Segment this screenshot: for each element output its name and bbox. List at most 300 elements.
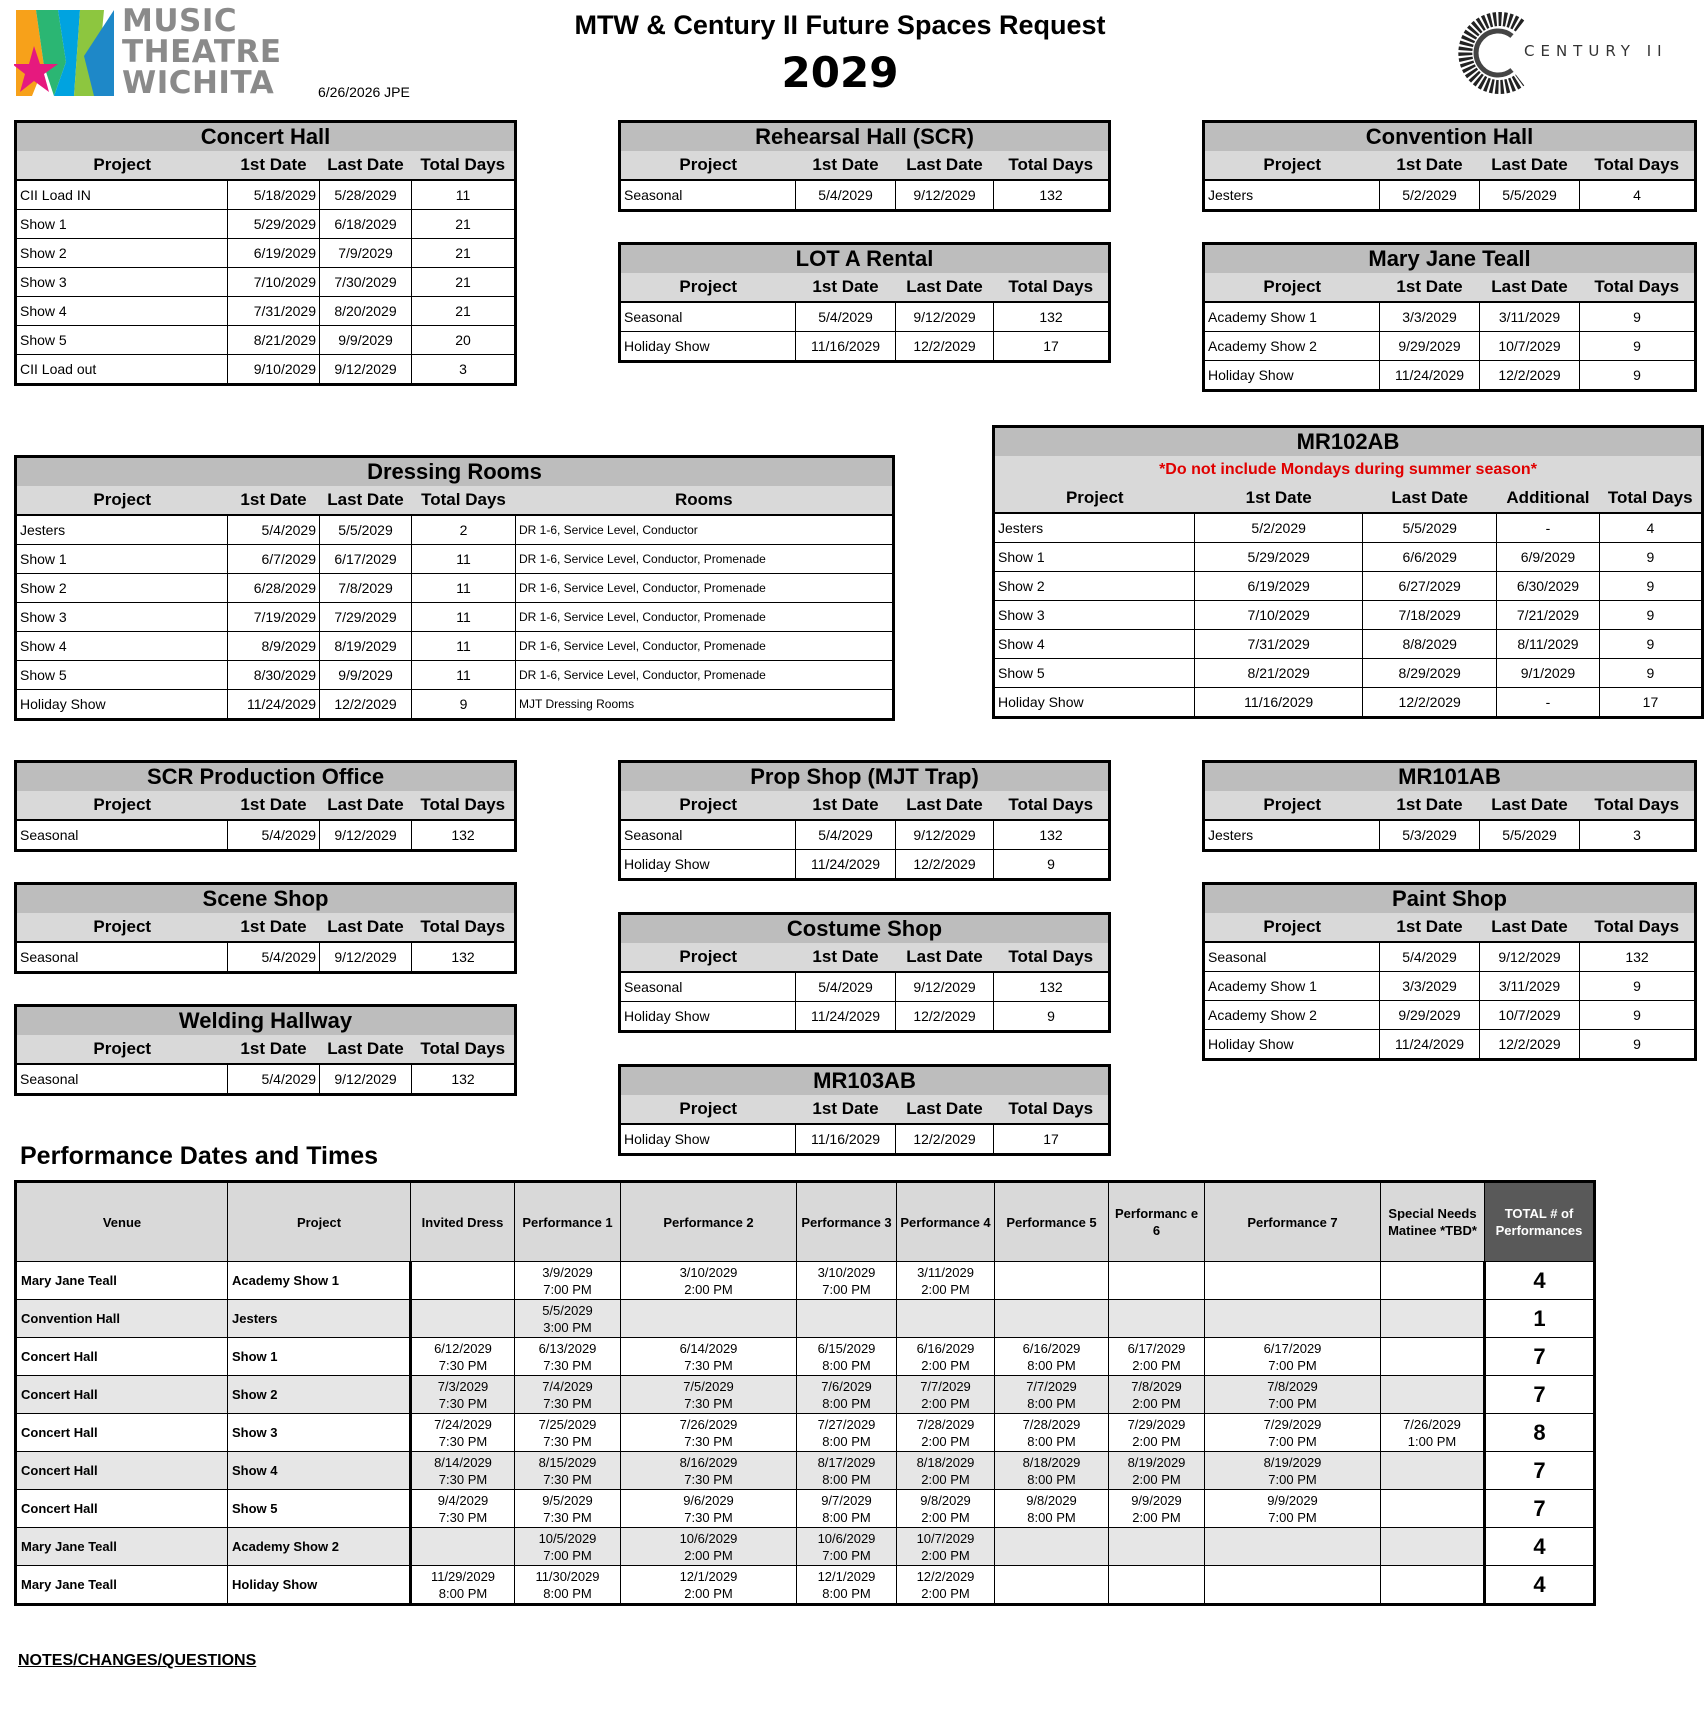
performance-column-header: Invited Dress	[411, 1182, 515, 1262]
performance-date-cell	[1381, 1452, 1485, 1490]
table-cell: 21	[412, 297, 516, 326]
table-title: MR103AB	[620, 1066, 1110, 1096]
performance-column-header: Performance 1	[515, 1182, 621, 1262]
table-title: MR102AB	[994, 427, 1703, 457]
column-header: Total Days	[994, 151, 1110, 180]
column-header: Total Days	[994, 1095, 1110, 1124]
table-cell: 5/4/2029	[796, 972, 896, 1002]
total-performances-cell: 4	[1485, 1566, 1595, 1605]
venue-cell: Mary Jane Teall	[16, 1262, 228, 1300]
total-performances-cell: 8	[1485, 1414, 1595, 1452]
table-cell: 21	[412, 210, 516, 239]
table-cell: Show 3	[994, 601, 1195, 630]
table-cell: 7/31/2029	[1195, 630, 1363, 659]
table-cell: 132	[994, 180, 1110, 211]
column-header: Last Date	[896, 1095, 994, 1124]
table-cell: DR 1-6, Service Level, Conductor, Promenade	[516, 661, 894, 690]
performance-date-cell	[1205, 1262, 1381, 1300]
column-header: Rooms	[516, 486, 894, 515]
table-cell: 11	[412, 603, 516, 632]
performance-date-cell	[411, 1528, 515, 1566]
table-cell: Academy Show 1	[1204, 972, 1380, 1001]
table-row	[620, 1124, 1110, 1155]
table-cell: 9/12/2029	[896, 180, 994, 211]
column-header: Total Days	[412, 486, 516, 515]
table-title: SCR Production Office	[16, 762, 516, 792]
performance-heading: Performance Dates and Times	[20, 1142, 379, 1170]
venue-cell: Concert Hall	[16, 1376, 228, 1414]
table-cell: 9	[1599, 630, 1702, 659]
table-cell: Show 1	[16, 210, 228, 239]
century-ii-c-icon	[1458, 10, 1528, 96]
table-cell: 9/9/2029	[320, 661, 412, 690]
table-cell: 21	[412, 268, 516, 297]
century-ii-logo-text: CENTURY II	[1524, 42, 1668, 60]
column-header: Project	[16, 791, 228, 820]
table-title: Rehearsal Hall (SCR)	[620, 122, 1110, 152]
table-cell: Show 2	[994, 572, 1195, 601]
column-header: Last Date	[320, 486, 412, 515]
table-row	[1204, 180, 1696, 211]
table-cell: Jesters	[994, 513, 1195, 543]
table-cell: 9	[1580, 972, 1696, 1001]
table-cell: 12/2/2029	[896, 850, 994, 880]
table-cell: 11	[412, 545, 516, 574]
table-cell: 17	[994, 1124, 1110, 1155]
column-header: Last Date	[896, 151, 994, 180]
column-header: Project	[16, 1035, 228, 1064]
column-header: Project	[620, 791, 796, 820]
table-cell: Show 3	[16, 603, 228, 632]
table-cell: 5/5/2029	[1480, 180, 1580, 211]
table-row	[16, 574, 894, 603]
table-row	[16, 820, 516, 851]
performance-row	[16, 1452, 1595, 1490]
table-cell: 8/8/2029	[1363, 630, 1497, 659]
table-title: Prop Shop (MJT Trap)	[620, 762, 1110, 792]
table-cell: 7/29/2029	[320, 603, 412, 632]
total-performances-cell: 7	[1485, 1452, 1595, 1490]
table-row	[994, 659, 1703, 688]
table-cell: 12/2/2029	[1480, 361, 1580, 391]
performance-date-cell	[995, 1566, 1109, 1605]
performance-date-cell: 10/7/2029 2:00 PM	[897, 1528, 995, 1566]
performance-row	[16, 1414, 1595, 1452]
table-cell: 5/4/2029	[228, 820, 320, 851]
table-row	[16, 1064, 516, 1095]
column-header: Last Date	[896, 791, 994, 820]
performance-date-cell: 7/7/2029 8:00 PM	[995, 1376, 1109, 1414]
table-cell: Show 5	[16, 326, 228, 355]
page-title: MTW & Century II Future Spaces Request	[574, 10, 1106, 40]
table-row	[16, 942, 516, 973]
table-cell: 8/21/2029	[1195, 659, 1363, 688]
table-cell: 3/11/2029	[1480, 972, 1580, 1001]
table-cell: 11	[412, 632, 516, 661]
column-header: Total Days	[412, 1035, 516, 1064]
table-cell: 8/19/2029	[320, 632, 412, 661]
table-cell: 12/2/2029	[1363, 688, 1497, 718]
total-performances-cell: 1	[1485, 1300, 1595, 1338]
performance-date-cell: 8/19/2029 7:00 PM	[1205, 1452, 1381, 1490]
table-cell: DR 1-6, Service Level, Conductor, Promenade	[516, 574, 894, 603]
performance-column-header: Performance 7	[1205, 1182, 1381, 1262]
table-cell: Academy Show 2	[1204, 332, 1380, 361]
table-cell: 9	[412, 690, 516, 720]
table-cell: 5/5/2029	[1363, 513, 1497, 543]
column-header: Total Days	[412, 791, 516, 820]
performance-date-cell	[1109, 1262, 1205, 1300]
performance-table	[14, 1180, 1596, 1606]
table-cell: 9	[1599, 543, 1702, 572]
table-cell: 6/17/2029	[320, 545, 412, 574]
column-header: Project	[994, 484, 1195, 513]
column-header: Project	[1204, 151, 1380, 180]
table-cell: Jesters	[1204, 820, 1380, 851]
mr101ab-table	[1202, 760, 1697, 852]
performance-date-cell: 7/7/2029 2:00 PM	[897, 1376, 995, 1414]
table-row	[1204, 942, 1696, 972]
table-cell: 12/2/2029	[896, 332, 994, 362]
table-cell: 11/16/2029	[1195, 688, 1363, 718]
venue-cell: Concert Hall	[16, 1490, 228, 1528]
table-cell: 10/7/2029	[1480, 1001, 1580, 1030]
performance-row	[16, 1566, 1595, 1605]
performance-date-cell	[1205, 1300, 1381, 1338]
table-cell: 3/3/2029	[1380, 972, 1480, 1001]
performance-date-cell	[995, 1262, 1109, 1300]
scr-production-office-table	[14, 760, 517, 852]
table-cell: 9	[1580, 332, 1696, 361]
performance-date-cell	[1109, 1528, 1205, 1566]
table-cell: 9/12/2029	[320, 820, 412, 851]
performance-date-cell: 6/14/2029 7:30 PM	[621, 1338, 797, 1376]
performance-date-cell: 9/9/2029 7:00 PM	[1205, 1490, 1381, 1528]
table-cell: Holiday Show	[620, 1002, 796, 1032]
performance-date-cell	[1381, 1262, 1485, 1300]
column-header: Project	[620, 1095, 796, 1124]
performance-date-cell: 3/11/2029 2:00 PM	[897, 1262, 995, 1300]
column-header: Project	[620, 273, 796, 302]
column-header: Project	[16, 913, 228, 942]
table-cell: 2	[412, 515, 516, 545]
table-cell: Holiday Show	[620, 1124, 796, 1155]
table-cell: 132	[994, 302, 1110, 332]
table-cell: 9/12/2029	[1480, 942, 1580, 972]
performance-date-cell: 7/26/2029 1:00 PM	[1381, 1414, 1485, 1452]
table-cell: 11/24/2029	[796, 850, 896, 880]
column-header: Last Date	[1480, 151, 1580, 180]
performance-date-cell: 7/29/2029 7:00 PM	[1205, 1414, 1381, 1452]
column-header: Last Date	[320, 913, 412, 942]
table-title: Scene Shop	[16, 884, 516, 914]
table-cell: 132	[412, 942, 516, 973]
column-header: 1st Date	[796, 943, 896, 972]
page-year: 2029	[781, 48, 899, 97]
column-header: Last Date	[1363, 484, 1497, 513]
table-cell: 5/4/2029	[228, 942, 320, 973]
performance-date-cell	[1381, 1528, 1485, 1566]
performance-date-cell: 10/6/2029 7:00 PM	[797, 1528, 897, 1566]
performance-date-cell: 7/4/2029 7:30 PM	[515, 1376, 621, 1414]
project-cell: Show 4	[228, 1452, 411, 1490]
performance-date-cell: 7/29/2029 2:00 PM	[1109, 1414, 1205, 1452]
table-cell: 7/8/2029	[320, 574, 412, 603]
table-cell: 5/5/2029	[320, 515, 412, 545]
performance-date-cell	[897, 1300, 995, 1338]
column-header: 1st Date	[228, 1035, 320, 1064]
table-row	[620, 332, 1110, 362]
table-cell: Holiday Show	[16, 690, 228, 720]
table-cell: 6/7/2029	[228, 545, 320, 574]
table-cell: 7/21/2029	[1497, 601, 1600, 630]
table-cell: 12/2/2029	[320, 690, 412, 720]
table-cell: 20	[412, 326, 516, 355]
mtw-logo-mark-icon	[14, 6, 119, 102]
performance-date-cell	[1381, 1376, 1485, 1414]
performance-header-row	[16, 1182, 1595, 1262]
table-cell: Jesters	[1204, 180, 1380, 211]
performance-date-cell: 7/24/2029 7:30 PM	[411, 1414, 515, 1452]
table-title: Costume Shop	[620, 914, 1110, 944]
column-header: Last Date	[1480, 913, 1580, 942]
column-header: Last Date	[320, 151, 412, 180]
table-cell: Seasonal	[1204, 942, 1380, 972]
performance-date-cell	[1381, 1490, 1485, 1528]
performance-date-cell: 6/13/2029 7:30 PM	[515, 1338, 621, 1376]
performance-date-cell: 9/5/2029 7:30 PM	[515, 1490, 621, 1528]
performance-date-cell: 7/26/2029 7:30 PM	[621, 1414, 797, 1452]
performance-date-cell: 11/30/2029 8:00 PM	[515, 1566, 621, 1605]
mr103ab-table	[618, 1064, 1111, 1156]
table-cell: 11/24/2029	[1380, 1030, 1480, 1060]
table-cell: 9	[1580, 1030, 1696, 1060]
table-title: MR101AB	[1204, 762, 1696, 792]
column-header: Project	[1204, 791, 1380, 820]
table-cell: 21	[412, 239, 516, 268]
column-header: Total Days	[1599, 484, 1702, 513]
performance-date-cell: 10/6/2029 2:00 PM	[621, 1528, 797, 1566]
table-cell: 5/4/2029	[796, 820, 896, 850]
table-cell: 9/29/2029	[1380, 332, 1480, 361]
table-cell: 9/12/2029	[320, 942, 412, 973]
table-row	[16, 632, 894, 661]
table-row	[1204, 332, 1696, 361]
table-row	[16, 297, 516, 326]
table-cell: 7/19/2029	[228, 603, 320, 632]
table-cell: 9/12/2029	[320, 1064, 412, 1095]
mtw-logo-text: MUSIC THEATRE WICHITA	[122, 3, 282, 101]
performance-date-cell: 8/18/2029 2:00 PM	[897, 1452, 995, 1490]
dressing-rooms-table	[14, 455, 895, 721]
performance-date-cell: 9/4/2029 7:30 PM	[411, 1490, 515, 1528]
venue-cell: Mary Jane Teall	[16, 1528, 228, 1566]
table-cell: 6/19/2029	[1195, 572, 1363, 601]
table-cell: 17	[1599, 688, 1702, 718]
table-cell: Holiday Show	[620, 332, 796, 362]
table-cell: Holiday Show	[1204, 1030, 1380, 1060]
table-cell: 12/2/2029	[1480, 1030, 1580, 1060]
column-header: Last Date	[896, 273, 994, 302]
table-cell: Show 4	[16, 632, 228, 661]
table-cell: 6/30/2029	[1497, 572, 1600, 601]
lot-a-table	[618, 242, 1111, 363]
table-cell: DR 1-6, Service Level, Conductor, Promenade	[516, 632, 894, 661]
table-cell: 3/11/2029	[1480, 302, 1580, 332]
table-row	[620, 972, 1110, 1002]
table-cell: 7/9/2029	[320, 239, 412, 268]
column-header: 1st Date	[796, 791, 896, 820]
performance-date-cell: 12/1/2029 8:00 PM	[797, 1566, 897, 1605]
table-cell: CII Load out	[16, 355, 228, 385]
date-stamp: 6/26/2026 JPE	[318, 84, 410, 100]
performance-column-header: Performance 4	[897, 1182, 995, 1262]
table-cell: 8/21/2029	[228, 326, 320, 355]
table-row	[16, 210, 516, 239]
table-cell: 12/2/2029	[896, 1124, 994, 1155]
table-cell: Seasonal	[620, 180, 796, 211]
table-cell: 11/24/2029	[228, 690, 320, 720]
performance-date-cell: 8/14/2029 7:30 PM	[411, 1452, 515, 1490]
column-header: Project	[620, 151, 796, 180]
project-cell: Academy Show 2	[228, 1528, 411, 1566]
column-header: 1st Date	[228, 151, 320, 180]
table-row	[620, 850, 1110, 880]
music-theatre-wichita-logo	[14, 3, 294, 102]
performance-date-cell: 6/16/2029 2:00 PM	[897, 1338, 995, 1376]
table-cell: 8/20/2029	[320, 297, 412, 326]
performance-column-header: Performance 3	[797, 1182, 897, 1262]
table-cell: 10/7/2029	[1480, 332, 1580, 361]
table-cell: Show 2	[16, 574, 228, 603]
table-row	[16, 603, 894, 632]
table-cell: 9/12/2029	[896, 820, 994, 850]
performance-date-cell: 9/7/2029 8:00 PM	[797, 1490, 897, 1528]
table-row	[620, 180, 1110, 211]
table-cell: 5/4/2029	[228, 515, 320, 545]
column-header: Project	[620, 943, 796, 972]
column-header: Total Days	[412, 151, 516, 180]
table-row	[16, 355, 516, 385]
table-cell: 8/9/2029	[228, 632, 320, 661]
table-row	[994, 513, 1703, 543]
performance-date-cell	[1109, 1566, 1205, 1605]
table-cell: 7/31/2029	[228, 297, 320, 326]
table-row	[1204, 972, 1696, 1001]
total-performances-cell: 7	[1485, 1338, 1595, 1376]
column-header: Last Date	[1480, 273, 1580, 302]
column-header: 1st Date	[228, 486, 320, 515]
performance-column-header: Project	[228, 1182, 411, 1262]
table-cell: Show 5	[994, 659, 1195, 688]
column-header: Last Date	[1480, 791, 1580, 820]
performance-date-cell: 8/17/2029 8:00 PM	[797, 1452, 897, 1490]
performance-date-cell	[411, 1300, 515, 1338]
column-header: Additional	[1497, 484, 1600, 513]
table-cell: 6/27/2029	[1363, 572, 1497, 601]
performance-column-header: Special Needs Matinee *TBD*	[1381, 1182, 1485, 1262]
convention-hall-table	[1202, 120, 1697, 212]
table-cell: 11/24/2029	[796, 1002, 896, 1032]
performance-date-cell: 8/15/2029 7:30 PM	[515, 1452, 621, 1490]
table-cell: 3	[1580, 820, 1696, 851]
table-cell: 5/28/2029	[320, 180, 412, 210]
venue-cell: Convention Hall	[16, 1300, 228, 1338]
table-cell: 5/4/2029	[1380, 942, 1480, 972]
table-cell: 5/4/2029	[228, 1064, 320, 1095]
table-row	[994, 601, 1703, 630]
table-cell: 5/4/2029	[796, 302, 896, 332]
performance-date-cell: 12/1/2029 2:00 PM	[621, 1566, 797, 1605]
table-note: *Do not include Mondays during summer season*	[994, 456, 1703, 484]
paint-shop-table	[1202, 882, 1697, 1061]
project-cell: Show 1	[228, 1338, 411, 1376]
column-header: Total Days	[994, 943, 1110, 972]
performance-date-cell	[797, 1300, 897, 1338]
table-cell: Holiday Show	[620, 850, 796, 880]
column-header: Project	[1204, 913, 1380, 942]
table-cell: 9/1/2029	[1497, 659, 1600, 688]
table-cell: 11/16/2029	[796, 1124, 896, 1155]
table-cell: DR 1-6, Service Level, Conductor, Promenade	[516, 545, 894, 574]
table-row	[620, 1002, 1110, 1032]
table-row	[16, 690, 894, 720]
venue-cell: Mary Jane Teall	[16, 1566, 228, 1605]
total-performances-cell: 4	[1485, 1262, 1595, 1300]
table-cell: 132	[994, 972, 1110, 1002]
table-cell: 5/5/2029	[1480, 820, 1580, 851]
table-cell: DR 1-6, Service Level, Conductor	[516, 515, 894, 545]
table-title: Paint Shop	[1204, 884, 1696, 914]
venue-cell: Concert Hall	[16, 1452, 228, 1490]
century-ii-logo	[1458, 10, 1698, 96]
table-cell: Holiday Show	[1204, 361, 1380, 391]
table-cell: 9	[1599, 572, 1702, 601]
table-cell: 9	[1580, 361, 1696, 391]
performance-date-cell: 9/9/2029 2:00 PM	[1109, 1490, 1205, 1528]
project-cell: Holiday Show	[228, 1566, 411, 1605]
table-cell: 5/29/2029	[1195, 543, 1363, 572]
column-header: 1st Date	[796, 151, 896, 180]
table-row	[16, 180, 516, 210]
performance-column-header: Venue	[16, 1182, 228, 1262]
column-header: 1st Date	[1380, 913, 1480, 942]
performance-row	[16, 1528, 1595, 1566]
table-cell: 9	[1580, 302, 1696, 332]
table-row	[1204, 1030, 1696, 1060]
performance-date-cell	[995, 1300, 1109, 1338]
performance-row	[16, 1490, 1595, 1528]
column-header: 1st Date	[796, 273, 896, 302]
table-row	[994, 630, 1703, 659]
column-header: 1st Date	[228, 791, 320, 820]
performance-date-cell: 3/10/2029 2:00 PM	[621, 1262, 797, 1300]
column-header: 1st Date	[228, 913, 320, 942]
table-cell: 9/12/2029	[896, 302, 994, 332]
performance-column-header: Performance 5	[995, 1182, 1109, 1262]
project-cell: Academy Show 1	[228, 1262, 411, 1300]
table-cell: MJT Dressing Rooms	[516, 690, 894, 720]
performance-date-cell: 7/6/2029 8:00 PM	[797, 1376, 897, 1414]
performance-date-cell: 9/8/2029 2:00 PM	[897, 1490, 995, 1528]
performance-date-cell	[411, 1262, 515, 1300]
table-cell: 132	[412, 1064, 516, 1095]
performance-date-cell: 8/19/2029 2:00 PM	[1109, 1452, 1205, 1490]
table-cell: Seasonal	[620, 972, 796, 1002]
performance-date-cell: 10/5/2029 7:00 PM	[515, 1528, 621, 1566]
table-cell: 6/19/2029	[228, 239, 320, 268]
performance-date-cell	[995, 1528, 1109, 1566]
